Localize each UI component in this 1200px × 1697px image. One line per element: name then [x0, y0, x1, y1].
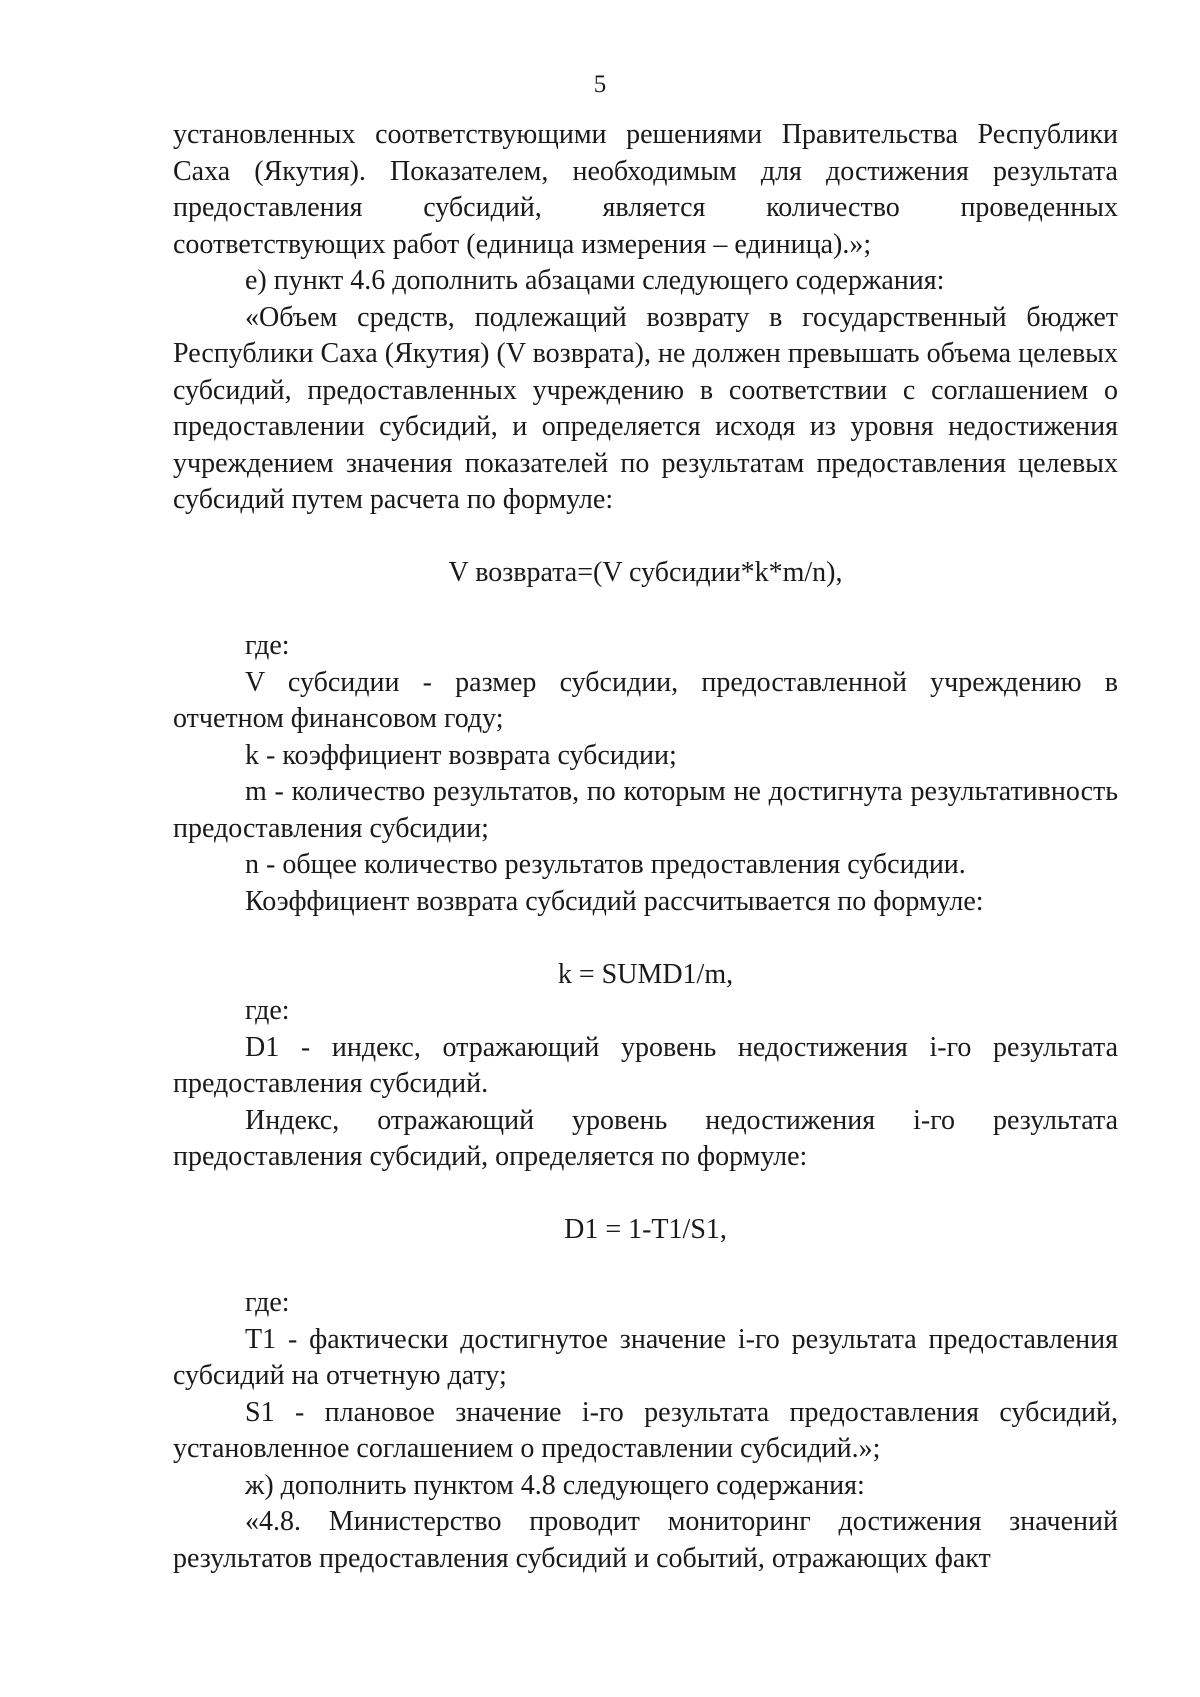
paragraph-return-volume: «Объем средств, подлежащий возврату в государственный бюджет Республики Саха (Якутия) (V возврата), не должен превышать объема целевых субсидий, предоставленных учреждению в соответствии с соглашением о предоставлении субсидий, и определяется исходя из уровня недостижения учреждением значения показателей по результатам предоставления целевых субсидий путем расчета по формуле: — [173, 301, 1118, 515]
paragraph-item-zh: ж) дополнить пунктом 4.8 следующего содержания: — [245, 1469, 865, 1501]
spacer — [173, 920, 1118, 957]
paragraph-item-e: е) пункт 4.6 дополнить абзацами следующего содержания: — [245, 265, 945, 296]
definition-k: k - коэффициент возврата субсидии; — [245, 739, 677, 771]
definition-n: n - общее количество результатов предоставления субсидии. — [245, 849, 966, 880]
paragraph-coefficient: Коэффициент возврата субсидий рассчитывается по формуле: — [245, 885, 984, 917]
paragraph-4-8: «4.8. Министерство проводит мониторинг достижения значений результатов предоставления субсидий и событий, отражающих факт — [173, 1506, 1118, 1574]
definition-s1: S1 - плановое значение i-го результата предоставления субсидий, установленное соглашением о предоставлении субсидий.»; — [173, 1396, 1118, 1464]
where-label: где: — [245, 630, 290, 661]
spacer — [173, 1176, 1118, 1213]
definition-d1: D1 - индекс, отражающий уровень недостижения i-го результата предоставления субсидий. — [173, 1031, 1118, 1099]
page-number: 5 — [593, 71, 607, 98]
definition-m: m - количество результатов, по которым не достигнута результативность предоставления субсидии; — [173, 776, 1118, 844]
definition-v-subsidy: V субсидии - размер субсидии, предоставленной учреждению в отчетном финансовом году; — [173, 666, 1118, 734]
paragraph-continuation: установленных соответствующими решениями Правительства Республики Саха (Якутия). Показателем, необходимым для достижения результата предоставления субсидий, является количество проведенных соответствующих работ (единица измерения – единица).»; — [173, 119, 1118, 260]
definition-t1: T1 - фактически достигнутое значение i-го результата предоставления субсидий на отчетную дату; — [173, 1323, 1118, 1391]
where-label: где: — [245, 1287, 290, 1318]
where-label: где: — [245, 995, 290, 1026]
formula-k: k = SUMD1/m, — [557, 958, 734, 990]
spacer — [173, 519, 1118, 556]
document-body — [173, 117, 1118, 1577]
spacer — [173, 1249, 1118, 1286]
paragraph-index: Индекс, отражающий уровень недостижения i-го результата предоставления субсидий, определяется по формуле: — [173, 1104, 1118, 1172]
formula-v-return: V возврата=(V субсидии*k*m/n), — [448, 557, 843, 588]
spacer — [173, 592, 1118, 629]
formula-d1: D1 = 1-T1/S1, — [564, 1214, 727, 1245]
